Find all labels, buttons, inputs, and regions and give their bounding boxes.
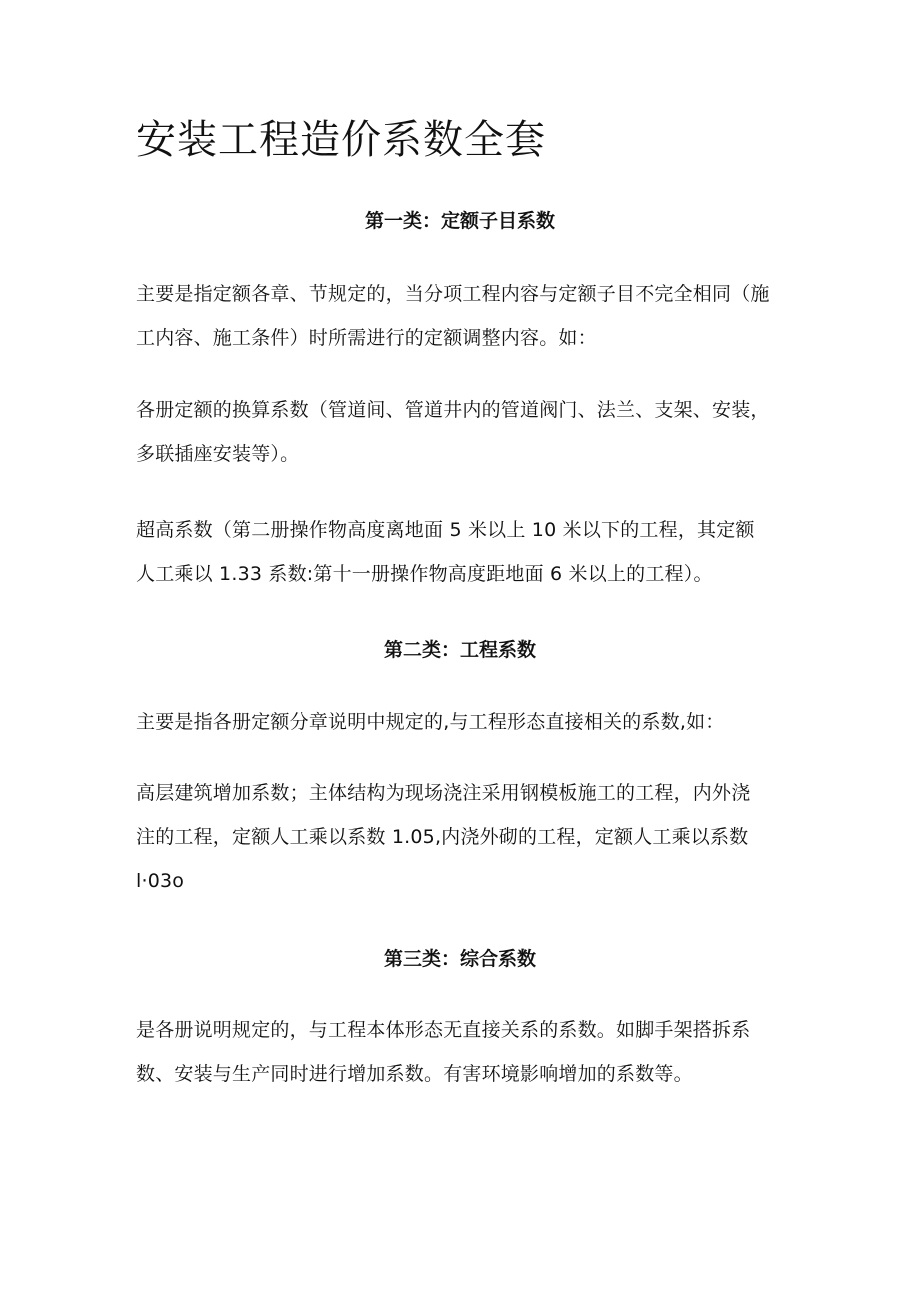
paragraph-engineering-definition (136, 700, 816, 744)
paragraph-line: l·03o (136, 870, 185, 892)
paragraph-line: 主要是指各册定额分章说明中规定的,与工程形态直接相关的系数,如： (136, 711, 725, 733)
paragraph-definition (136, 272, 816, 360)
paragraph-line: 高层建筑增加系数；主体结构为现场浇注采用钢模板施工的工程，内外浇 (136, 782, 751, 804)
paragraph-comprehensive-coefficients (136, 1008, 816, 1096)
section-heading-2: 第二类：工程系数 (383, 639, 536, 661)
paragraph-line: 多联插座安装等）。 (136, 443, 300, 465)
paragraph-conversion-coefficients (136, 388, 816, 476)
section-heading-3: 第三类：综合系数 (383, 948, 536, 970)
paragraph-line: 各册定额的换算系数（管道间、管道井内的管道阀门、法兰、支架、安装， (136, 399, 770, 421)
document-title: 安装工程造价系数全套 (136, 117, 546, 163)
paragraph-line: 数、安装与生产同时进行增加系数。有害环境影响增加的系数等。 (136, 1063, 693, 1085)
paragraph-line: 是各册说明规定的，与工程本体形态无直接关系的系数。如脚手架搭拆系 (136, 1019, 751, 1041)
paragraph-line: 工内容、施工条件）时所需进行的定额调整内容。如： (136, 327, 597, 349)
paragraph-line: 主要是指定额各章、节规定的，当分项工程内容与定额子目不完全相同（施 (136, 283, 770, 305)
paragraph-line: 超高系数（第二册操作物高度离地面 5 米以上 10 米以下的工程，其定额 (136, 519, 755, 541)
section-heading-1: 第一类：定额子目系数 (364, 210, 555, 232)
paragraph-line: 注的工程，定额人工乘以系数 1.05,内浇外砌的工程，定额人工乘以系数 (136, 826, 749, 848)
paragraph-line: 人工乘以 1.33 系数:第十一册操作物高度距地面 6 米以上的工程）。 (136, 563, 713, 585)
paragraph-height-coefficients (136, 508, 816, 596)
paragraph-high-rise-coefficients (136, 771, 816, 903)
